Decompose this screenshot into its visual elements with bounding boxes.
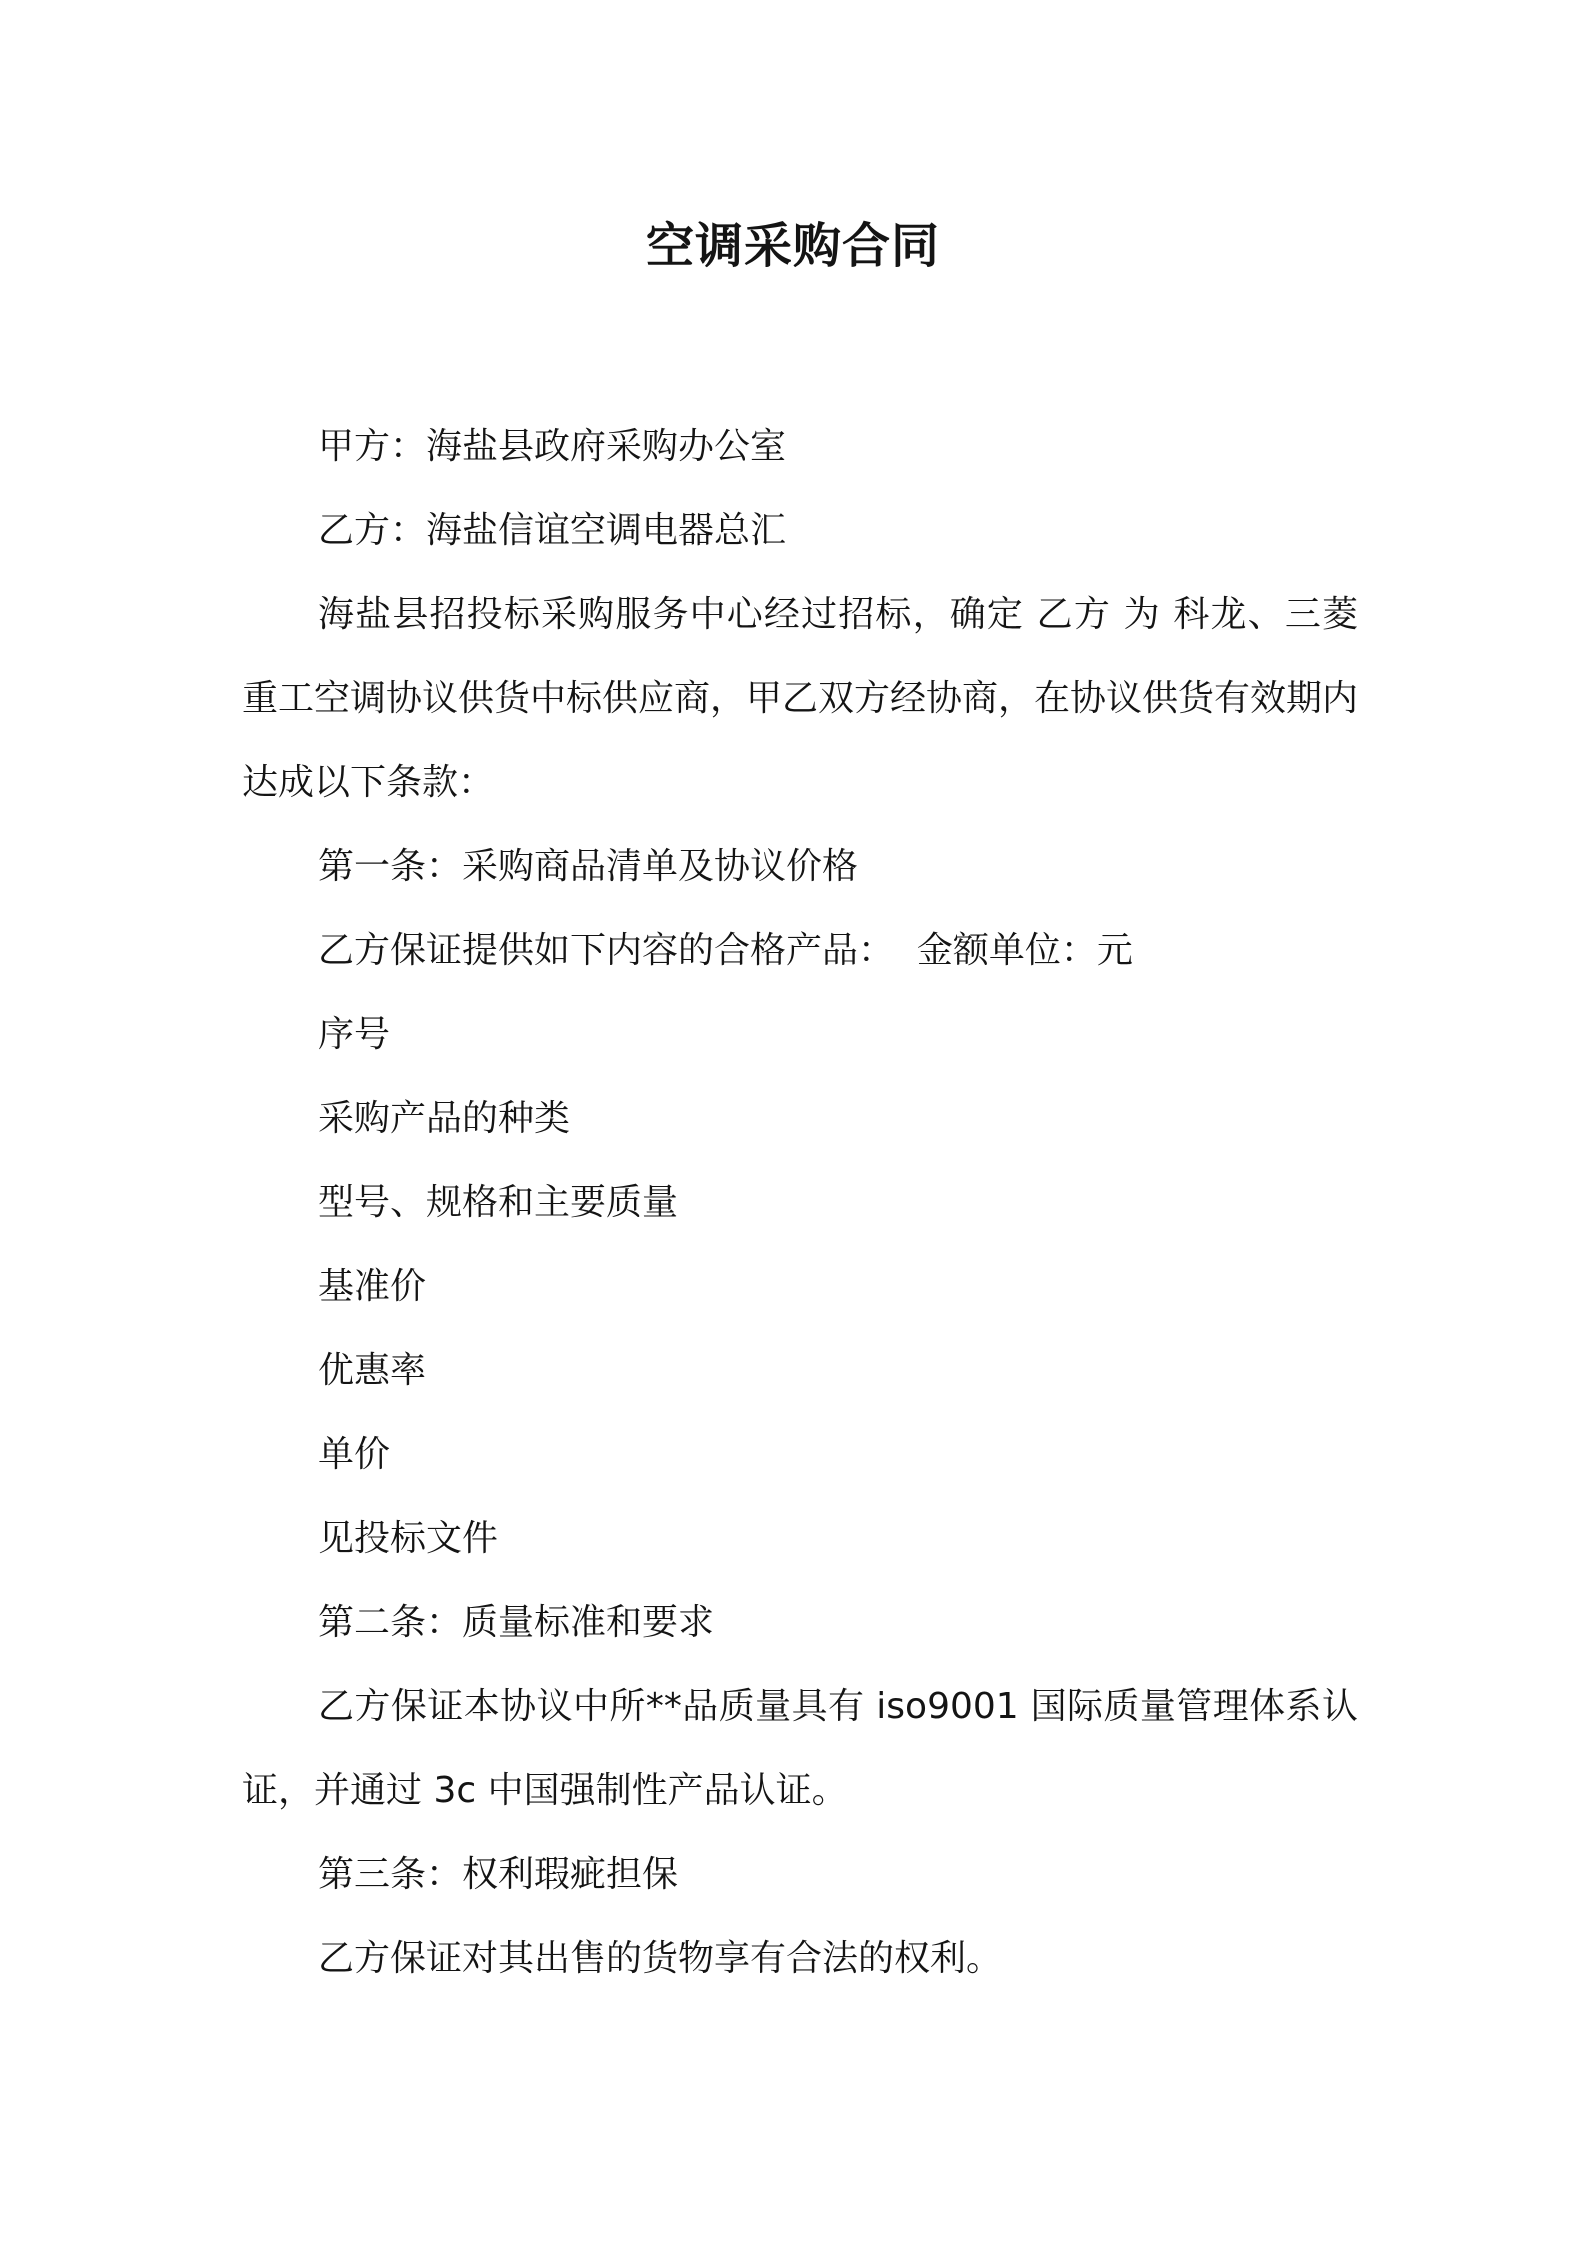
party-b-line: 乙方：海盐信谊空调电器总汇 [318,510,787,551]
document-body [242,405,1358,2001]
table-header-base-price: 基准价 [318,1266,427,1307]
article-3-heading: 第三条：权利瑕疵担保 [318,1854,679,1895]
party-a-line: 甲方：海盐县政府采购办公室 [318,426,787,467]
article-1-text: 乙方保证提供如下内容的合格产品： 金额单位：元 [318,930,1133,971]
article-3-text: 乙方保证对其出售的货物享有合法的权利。 [318,1938,1003,1979]
table-header-unit-price: 单价 [318,1434,391,1475]
table-header-discount-rate: 优惠率 [318,1350,427,1391]
article-2-heading: 第二条：质量标准和要求 [318,1602,715,1643]
table-note: 见投标文件 [318,1518,499,1559]
document-title: 空调采购合同 [645,218,940,274]
intro-paragraph: 海盐县招投标采购服务中心经过招标，确定 乙方 为 科龙、三菱重工空调协议供货中标供应商，甲乙双方经协商，在协议供货有效期内达成以下条款： [242,594,1359,803]
table-header-category: 采购产品的种类 [318,1098,571,1139]
table-header-index: 序号 [318,1014,391,1055]
article-2-text: 乙方保证本协议中所**品质量具有 iso9001 国际质量管理体系认证，并通过 3c 中国强制性产品认证。 [242,1686,1358,1811]
article-1-heading: 第一条：采购商品清单及协议价格 [318,846,859,887]
table-header-model-spec: 型号、规格和主要质量 [318,1182,679,1223]
